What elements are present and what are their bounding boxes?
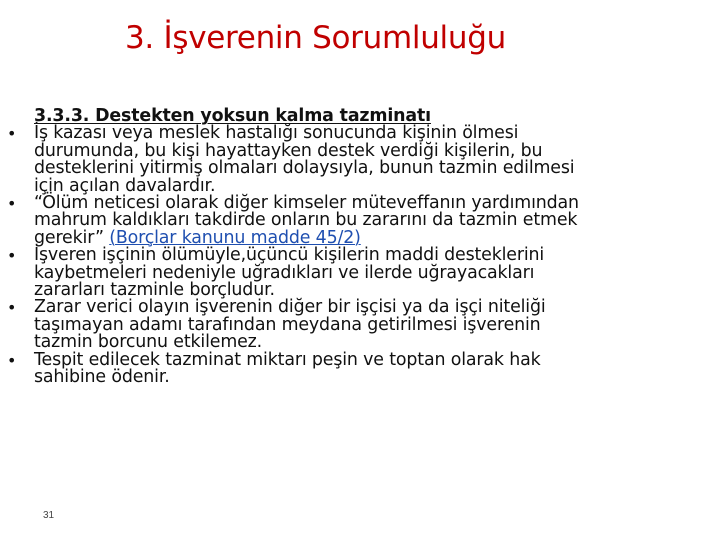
bullet-marker: •	[7, 298, 17, 318]
bullet-item-4	[7, 297, 674, 353]
slide-content	[7, 106, 674, 388]
bullet-line: İşveren işçinin ölümüyle,üçüncü kişilerin maddi desteklerini	[34, 245, 545, 266]
section-subheading: 3.3.3. Destekten yoksun kalma tazminatı	[34, 106, 431, 126]
slide-title: 3. İşverenin Sorumluluğu	[125, 20, 506, 56]
bullet-line: durumunda, bu kişi hayattayken destek verdiği kişilerin, bu	[34, 140, 543, 161]
bullet-item-1	[7, 123, 674, 196]
bullet-line: kaybetmeleri nedeniyle uğradıkları ve ilerde uğrayacakları	[34, 262, 535, 283]
bullet-line: taşımayan adamı tarafından meydana getirilmesi işverenin	[34, 314, 541, 335]
bullet-item-5	[7, 349, 674, 388]
bullet-line: sahibine ödenir.	[34, 367, 170, 388]
bullet-list	[7, 123, 674, 388]
bullet-line: İş kazası veya meslek hastalığı sonucunda kişinin ölmesi	[34, 123, 519, 144]
bullet-line: için açılan davalardır.	[34, 175, 216, 196]
bullet-item-2	[7, 193, 674, 248]
law-reference-link[interactable]: (Borçlar kanunu madde 45/2)	[109, 227, 361, 248]
bullet-line: desteklerini yitirmiş olmaları dolaysıyla, bunun tazmin edilmesi	[34, 158, 575, 179]
bullet-line: “Ölüm neticesi olarak diğer kimseler müteveffanın yardımından	[34, 193, 579, 214]
bullet-line: Zarar verici olayın işverenin diğer bir işçisi ya da işçi niteliği	[34, 297, 546, 318]
bullet-item-3	[7, 245, 674, 301]
bullet-line: tazmin borcunu etkilemez.	[34, 332, 263, 353]
bullet-line-text: gerekir”	[34, 227, 110, 248]
bullet-marker: •	[7, 124, 17, 144]
bullet-marker: •	[7, 350, 17, 370]
page-number: 31	[43, 510, 55, 521]
bullet-marker: •	[7, 194, 17, 214]
bullet-line: Tespit edilecek tazminat miktarı peşin ve toptan olarak hak	[34, 349, 541, 370]
bullet-line: zararları tazminle borçludur.	[34, 280, 275, 301]
bullet-marker: •	[7, 246, 17, 266]
bullet-line: mahrum kaldıkları takdirde onların bu zararını da tazmin etmek	[34, 210, 578, 231]
